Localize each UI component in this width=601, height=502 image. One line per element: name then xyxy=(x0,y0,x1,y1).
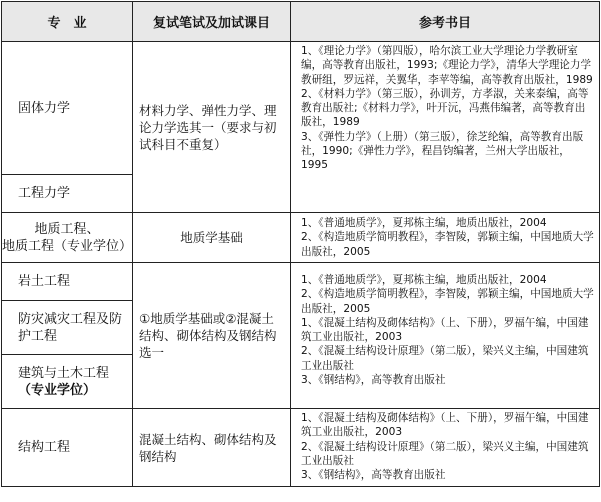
book-entry: 1、《混凝土结构及砌体结构》（上、下册），罗福午编，中国建筑工业出版社，2003 xyxy=(301,412,589,439)
book-entry: 2、《混凝土结构设计原理》（第二版），梁兴义主编，中国建筑工业出版社 xyxy=(301,345,589,372)
major-civil-engineering xyxy=(2,355,133,409)
book-entry: 1、《混凝土结构及砌体结构》（上、下册），罗福午编，中国建筑工业出版社，2003 xyxy=(301,316,589,344)
subjects-geology: 地质学基础 xyxy=(133,213,291,263)
syllabus-table xyxy=(1,1,600,487)
table-row xyxy=(2,213,600,263)
major-engineering-mechanics: 工程力学 xyxy=(2,175,133,213)
books-geology-or-structures xyxy=(291,263,600,409)
book-entry: 3、《钢结构》，高等教育出版社 xyxy=(301,374,446,387)
major-geotechnical-engineering: 岩土工程 xyxy=(2,263,133,301)
books-structures xyxy=(291,409,600,487)
book-entry: 2、《材料力学》（第三版），孙训芳，方孝淑，关来泰编，高等教育出版社;《材料力学》，叶开沅，冯燕伟编著，高等教育出版社，1989 xyxy=(301,87,589,129)
major-geological-engineering xyxy=(2,213,133,263)
book-entry: 1、《普通地质学》，夏邦栋主编，地质出版社，2004 xyxy=(301,274,547,286)
table-row xyxy=(2,263,600,301)
header-books: 参考书目 xyxy=(291,2,600,42)
major-line: 地质工程、 xyxy=(34,221,100,237)
major-disaster-prevention: 防灾减灾工程及防护工程 xyxy=(2,301,133,355)
table-row xyxy=(2,409,600,487)
subjects-mechanics: 材料力学、弹性力学、理论力学选其一（要求与初试科目不重复） xyxy=(133,42,291,213)
books-geology xyxy=(291,213,600,263)
major-line: 建筑与土木工程 xyxy=(18,365,110,381)
header-row xyxy=(2,2,600,42)
book-entry: 2、《构造地质学简明教程》，李智陵，郭颖主编，中国地质大学出版社，2005 xyxy=(301,288,594,315)
header-subjects: 复试笔试及加试课目 xyxy=(133,2,291,42)
book-entry: 1、《普通地质学》，夏邦栋主编，地质出版社，2004 xyxy=(301,217,547,230)
books-mechanics xyxy=(291,42,600,213)
major-structural-engineering: 结构工程 xyxy=(2,409,133,487)
table-row xyxy=(2,42,600,175)
major-solid-mechanics: 固体力学 xyxy=(2,42,133,175)
header-major: 专 业 xyxy=(2,2,133,42)
book-entry: 3、《弹性力学》（上册）（第三版），徐芝纶编，高等教育出版社，1990;《弹性力学》，程昌钧编著，兰州大学出版社，1995 xyxy=(301,130,584,172)
subjects-geology-or-structures: ①地质学基础或②混凝土结构、砌体结构及钢结构选一 xyxy=(133,263,291,409)
major-line: 地质工程（专业学位） xyxy=(2,238,133,254)
book-entry: 2、《混凝土结构设计原理》（第二版），梁兴义主编，中国建筑工业出版社 xyxy=(301,440,589,467)
major-line: （专业学位） xyxy=(18,382,97,398)
book-entry: 3、《钢结构》，高等教育出版社 xyxy=(301,469,446,482)
book-entry: 2、《构造地质学简明教程》，李智陵，郭颖主编，中国地质大学出版社，2005 xyxy=(301,231,594,258)
book-entry: 1、《理论力学》（第四版），哈尔滨工业大学理论力学教研室编，高等教育出版社，1993;《理论力学》，清华大学理论力学教研组，罗远祥，关翼华，李苹等编，高等教育出版社，1989 xyxy=(301,45,593,86)
subjects-structures: 混凝土结构、砌体结构及钢结构 xyxy=(133,409,291,487)
